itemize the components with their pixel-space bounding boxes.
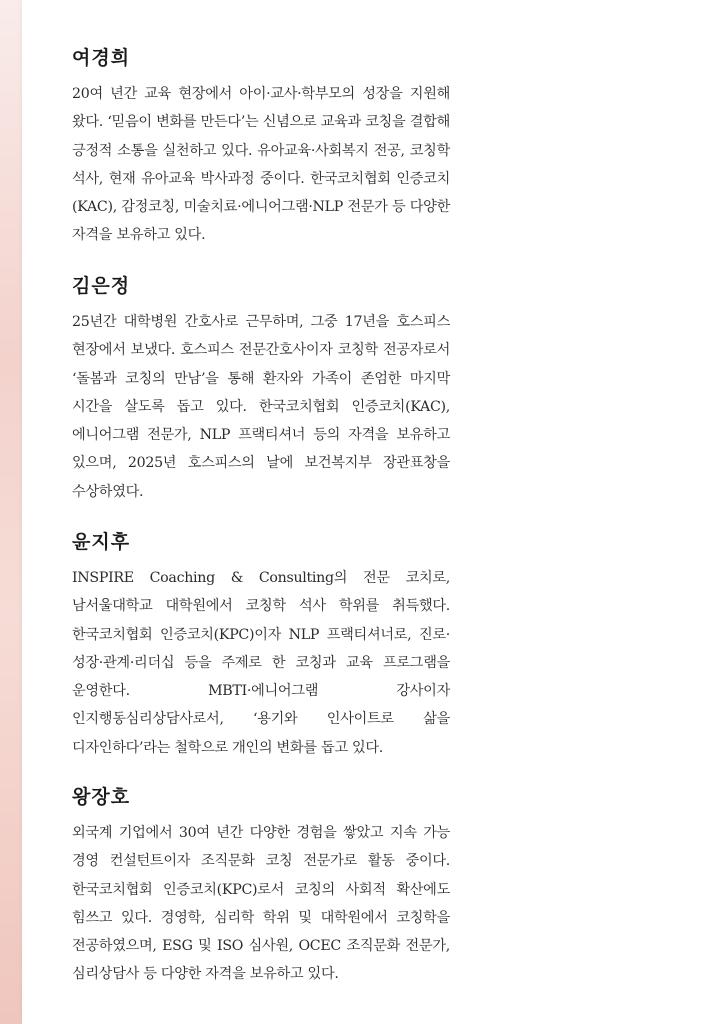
bio-name: 여경희 [72,47,131,69]
bio-name: 김은정 [72,275,131,297]
bio-section [72,271,450,506]
bio-name: 왕장호 [72,786,131,808]
bio-text: 20여 년간 교육 현장에서 아이·교사·학부모의 성장을 지원해 왔다. ‘믿음이 변화를 만든다’는 신념으로 교육과 코칭을 결합해 긍정적 소통을 실천하고 있다. 유아교육·사회복지 전공, 코칭학 석사, 현재 유아교육 박사과정 중이다. 한국코치협회 인증코치(KAC), 감정코칭, 미술치료·에니어그램·NLP 전문가 등 다양한 자격을 보유하고 있다. [72,86,450,244]
page-edge-decoration [0,0,22,1024]
bio-text: 외국계 기업에서 30여 년간 다양한 경험을 쌓았고 지속 가능 경영 컨설턴트이자 조직문화 코칭 전문가로 활동 중이다. 한국코치협회 인증코치(KPC)로서 코칭의 사회적 확산에도 힘쓰고 있다. 경영학, 심리학 학위 및 대학원에서 코칭학을 전공하였으며, ESG 및 ISO 심사원, OCEC 조직문화 전문가, 심리상담사 등 다양한 자격을 보유하고 있다. [72,825,450,983]
bio-name: 윤지후 [72,531,131,553]
bio-text: INSPIRE Coaching & Consulting의 전문 코치로, 남서울대학교 대학원에서 코칭학 석사 학위를 취득했다. 한국코치협회 인증코치(KPC)이자 NLP 프랙티셔너로, 진로·성장·관계·리더십 등을 주제로 한 코칭과 교육 프로그램을 운영한다. MBTI·에니어그램 강사이자 인지행동심리상담사로서, ‘용기와 인사이트로 삶을 디자인하다’라는 철학으로 개인의 변화를 돕고 있다. [72,570,450,756]
bio-text: 25년간 대학병원 간호사로 근무하며, 그중 17년을 호스피스 현장에서 보냈다. 호스피스 전문간호사이자 코칭학 전공자로서 ‘돌봄과 코칭의 만남’을 통해 환자와 가족이 존엄한 마지막 시간을 살도록 돕고 있다. 한국코치협회 인증코치(KAC), 에니어그램 전문가, NLP 프랙티셔너 등의 자격을 보유하고 있으며, 2025년 호스피스의 날에 보건복지부 장관표창을 수상하였다. [72,314,450,500]
background-area [487,0,721,1024]
bio-section [72,527,450,762]
bio-section [72,782,450,989]
bio-section [72,43,450,250]
